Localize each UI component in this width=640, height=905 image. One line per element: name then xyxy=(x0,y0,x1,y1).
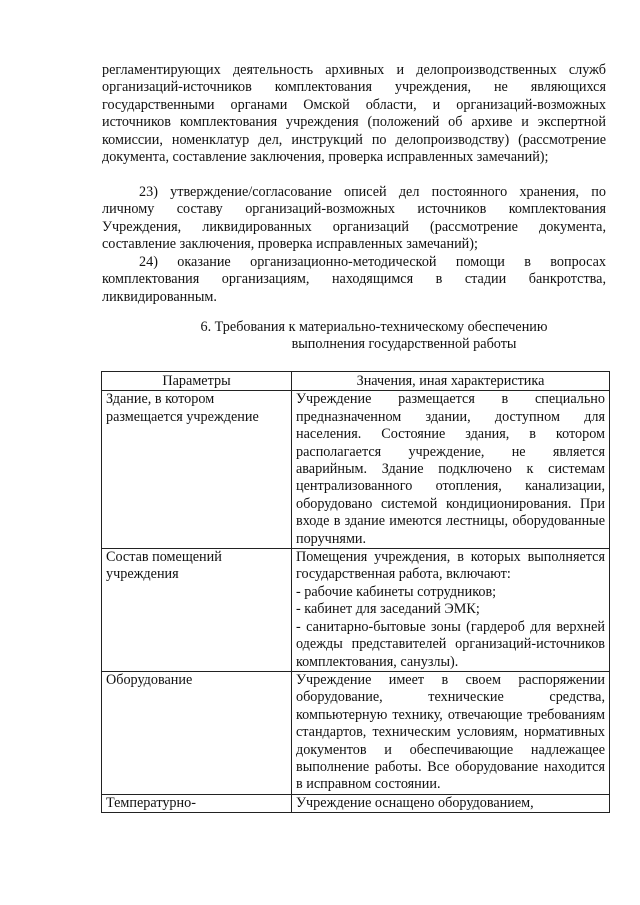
table-cell-param: Здание, в котором размещается учреждение xyxy=(102,391,292,549)
table-row xyxy=(102,671,610,794)
table-cell-param: Состав помещений учреждения xyxy=(102,549,292,672)
column-header-values: Значения, иная характеристика xyxy=(292,372,610,391)
table-cell-param: Оборудование xyxy=(102,671,292,794)
section-title-line-2: выполнения государственной работы xyxy=(291,336,517,353)
value-intro: Помещения учреждения, в которых выполняется государственная работа, включают: xyxy=(296,549,605,583)
table-cell-param: Температурно- xyxy=(102,794,292,812)
list-item: - санитарно-бытовые зоны (гардероб для верхней одежды представителей организаций-источников комплектования, санузлы). xyxy=(296,618,605,670)
table-row xyxy=(102,794,610,812)
column-header-parameters: Параметры xyxy=(102,372,292,391)
table-row xyxy=(102,549,610,672)
requirements-table xyxy=(101,371,610,813)
paragraph-item-24: 24) оказание организационно-методической помощи в вопросах комплектования организациям, находящимся в стадии банкротства, ликвидированным. xyxy=(102,254,606,305)
table-header-row xyxy=(102,372,610,391)
table-cell-value: Учреждение размещается в специально предназначенном здании, доступном для населения. Состояние здания, в котором располагается учреждение, не является аварийным. Здание подключено к системам централизованного отопления, канализации, оборудовано системой кондиционирования. При входе в здание имеются лестницы, оборудованные поручнями. xyxy=(292,391,610,549)
paragraph-item-23: 23) утверждение/согласование описей дел постоянного хранения, по личному составу организаций-возможных источников комплектования Учреждения, ликвидированных организаций (рассмотрение документа, составление заключения, проверка исправленных замечаний); xyxy=(102,184,606,253)
table-cell-value: Учреждение имеет в своем распоряжении оборудование, технические средства, компьютерную технику, отвечающие требованиям стандартов, техническим условиям, нормативных документов и обеспечивающие надлежащее выполнение работы. Все оборудование находится в исправном состоянии. xyxy=(292,671,610,794)
list-item: - рабочие кабинеты сотрудников; xyxy=(296,583,497,600)
table-cell-value: Учреждение оснащено оборудованием, xyxy=(292,794,610,812)
table-row xyxy=(102,391,610,549)
section-heading xyxy=(102,319,606,354)
list-item: - кабинет для заседаний ЭМК; xyxy=(296,601,480,618)
paragraph-continuation: регламентирующих деятельность архивных и делопроизводственных служб организаций-источников комплектования учреждения, не являющихся государственными органами Омской области, и организаций-возможных источников комплектования учреждения (положений об архиве и экспертной комиссии, номенклатур дел, инструкций по делопроизводству) (рассмотрение документа, составление заключения, проверка исправленных замечаний); xyxy=(102,62,606,166)
table-cell-value xyxy=(292,549,610,672)
section-title-line-1: 6. Требования к материально-техническому обеспечению xyxy=(200,319,548,335)
